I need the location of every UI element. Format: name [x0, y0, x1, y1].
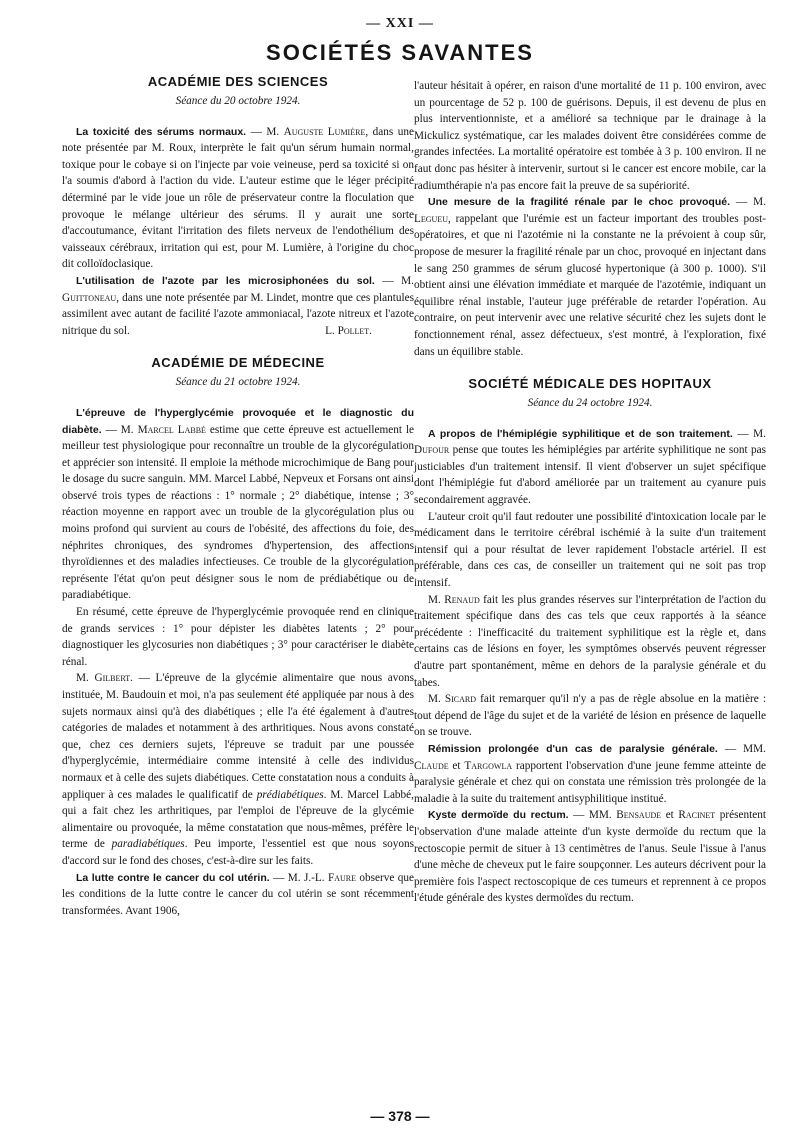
- article-toxicite-serums: La toxicité des sérums normaux. — M. Auguste Lumière, dans une note présentée par M. Roux, interprète le fait qu'un sérum humain normal, toxique pour le cobaye si on l'injecte par voie veineuse, perd sa toxicité si on l'a soumis d'abord à l'action du vide. L'auteur estime que le léger précipité déterminé par le vide joue un rôle de préservateur contre la floculation que provoque le mélange ultérieur des sérums. Il y aurait une sorte d'accoutumance, évitant l'irritation des filets nerveux de l'endothélium des vaisseaux cérébraux, irritation qui est, pour M. Lumière, à l'origine du choc dit colloïdoclasique.: [62, 125, 414, 271]
- article-cancer-col-uterin-continued: l'auteur hésitait à opérer, en raison d'une mortalité de 11 p. 100 environ, avec un pourcentage de 52 p. 100 de guérisons. Depuis, il est devenu de plus en plus interventionniste, et a amélioré sa technique par le drainage à la Mickulicz systématique, car les malades doivent être considérées comme de grandes infectées. La mortalité opératoire est tombée à 3 p. 100 environ. Il ne faut donc pas hésiter à intervenir, surtout si le cancer est encore mobile, car la radiumthérapie n'a pas encore fait la preuve de sa supériorité.: [414, 80, 766, 192]
- author-name: Racinet: [678, 809, 716, 822]
- article-renaud-reply: M. Renaud fait les plus grandes réserves sur l'interprétation de l'action du traitement spécifique dans des cas tels que ceux rapportés à la séance précédente : l'inefficacité du traitement syphilitique est la règle et, dans certains cas de lésions en foyer, les symptômes observés peuvent régresser d'autre part spontanément, même en dehors de la paralysie générale et du tabes.: [414, 593, 766, 689]
- author-name: Renaud: [444, 593, 480, 606]
- author-name: Legueu: [414, 212, 448, 225]
- author-name: Targowla: [464, 759, 513, 772]
- academie-sciences-heading: ACADÉMIE DES SCIENCES: [147, 74, 329, 89]
- author-name: Gilbert: [94, 672, 131, 685]
- author-name: J.-L. Faure: [303, 871, 356, 884]
- author-name: Dufour: [414, 444, 450, 457]
- article-hyperglycemie-resume: En résumé, cette épreuve de l'hyperglycémie provoquée rend en clinique de grands services : 1° pour dépister les diabètes latents ; 2° pour diagnostiquer les glycosuries non diabétiques ; 3° pour caractériser le diabète rénal.: [62, 606, 414, 668]
- author-name: Marcel Labbé: [137, 423, 206, 436]
- article-topic: L'épreuve de l'hyperglycémie provoquée et le diagnostic du diabète.: [62, 406, 414, 436]
- academie-medecine-heading: ACADÉMIE DE MÉDECINE: [151, 355, 325, 371]
- article-topic: L'utilisation de l'azote par les microsiphonées du sol.: [76, 274, 375, 287]
- article-topic: La lutte contre le cancer du col utérin.: [76, 871, 270, 884]
- author-name: Bensaude: [616, 809, 662, 822]
- author-name: Sicard: [444, 693, 477, 706]
- hopitaux-session-date: Séance du 24 octobre 1924.: [527, 397, 653, 410]
- article-hyperglycemie: L'épreuve de l'hyperglycémie provoquée et le diagnostic du diabète. — M. Marcel Labbé estime que cette épreuve est actuellement le meilleur test physiologique pour reconnaître un trouble de la glycorégulation et apprécier son intensité. Il emploie la méthode microchimique de Bang pour le dosage du sucre sanguin. MM. Marcel Labbé, Nepveux et Forsans ont ainsi observé trois types de réactions : 1° normale ; 2° diabétique, intense ; 3° réaction moyenne en rapport avec un trouble de la glycorégulation plus ou moins profond qui survient au cours de l'obésité, des affections du foie, des néphrites chroniques, des syndromes d'hypertension, des affections thyroïdiennes et des maladies infectieuses. Ce trouble de la glycorégulation représente l'état qu'on peut désigner sous le nom de prédiabétique ou de paradiabétique.: [62, 406, 414, 602]
- article-paralysie-generale: Rémission prolongée d'un cas de paralysie générale. — MM. Claude et Targowla rapportent l'observation d'une jeune femme atteinte de paralysie générale et chez qui on constata une rémission très prolongée de la maladie à la suite du traitement antisyphilitique institué.: [414, 742, 766, 805]
- article-hemiplegie-intoxication: L'auteur croit qu'il faut redouter une possibilité d'intoxication locale par le médicament dans le territoire cérébral ischémié à la suite d'un traitement intensif qui a pour résultat de lever rapidement l'obstacle artériel. Il est préférable, dans ces cas, de conseiller un traitement qui ne soit pas trop intensif.: [414, 510, 766, 590]
- right-column: [414, 74, 766, 907]
- article-topic: Rémission prolongée d'un cas de paralysie générale.: [428, 742, 718, 755]
- section-title: SOCIÉTÉS SAVANTES: [266, 40, 534, 65]
- author-name: Guittoneau: [62, 291, 117, 304]
- author-name: Auguste Lumière: [283, 125, 366, 138]
- author-name: Claude: [414, 759, 449, 772]
- article-fragilite-renale: Une mesure de la fragilité rénale par le choc provoqué. — M. Legueu, rappelant que l'urémie est un facteur important des troubles post-opératoires, et que ni l'azotémie ni la constante ne la prévoient à coup sûr, propose de mesurer la fragilité rénale par un choc, provoqué en injectant dans le sang 250 grammes de sérum glucosé hypertonique (à 300 p. 1000). S'il obtient ainsi une élévation immédiate et marquée de l'azotémie, indiquant un équilibre rénal instable, l'auteur juge préférable de retarder l'opération. Au contraire, on peut intervenir avec une relative sécurité chez les sujets dont le fonctionnement rénal, assez défectueux, s'est montré, à l'exploration, fixé dans un équilibre stable.: [414, 196, 767, 358]
- article-gilbert-reply: M. Gilbert. — L'épreuve de la glycémie alimentaire que nous avons instituée, M. Baudouin et moi, n'a pas seulement été appliquée par nous à des sujets normaux ainsi qu'à des diabétiques ; elle l'a été également à d'autres catégories de malades et notamment à des arthritiques. Nous avons constaté que, chez ces derniers sujets, l'épreuve se traduit par une poussée d'hyperglycémie, intermédiaire comme intensité à celle des individus normaux et à celle des sujets diabétiques. Cette constatation nous a conduits à appliquer à ces malades le qualificatif de prédiabétiques. M. Marcel Labbé, qui a fait chez les arthritiques, par l'emploi de l'épreuve de la glycémie alimentaire ou provoquée, la même constatation que nous-mêmes, préfère le terme de paradiabétiques. Peu importe, l'essentiel est que nous soyons d'accord sur le fond des choses, c'est-à-dire sur les faits.: [62, 672, 414, 867]
- signature: L. Pollet.: [325, 324, 372, 337]
- article-topic: Une mesure de la fragilité rénale par le choc provoqué.: [428, 196, 731, 209]
- article-topic: La toxicité des sérums normaux.: [76, 125, 247, 138]
- sciences-session-date: Séance du 20 octobre 1924.: [175, 95, 301, 107]
- article-topic: A propos de l'hémiplégie syphilitique et de son traitement.: [428, 427, 733, 440]
- left-column: [62, 74, 414, 919]
- article-kyste-dermoide: Kyste dermoïde du rectum. — MM. Bensaude et Racinet présentent l'observation d'une malade atteinte d'un kyste dermoïde du rectum que la rectoscopie permit de situer à 13 centimètres de l'anus. Seule l'issue à l'anus d'une mèche de cheveux put le faire soupçonner. Les auteurs décrivent pour la première fois l'aspect rectoscopique de ces tumeurs et reprennent à ce propos l'étude générale des kystes dermoïdes du rectum.: [414, 809, 766, 905]
- roman-page-number: — XXI —: [366, 16, 434, 31]
- medecine-session-date: Séance du 21 octobre 1924.: [175, 376, 301, 389]
- page-number: — 378 —: [370, 1108, 430, 1124]
- societe-hopitaux-heading: SOCIÉTÉ MÉDICALE DES HOPITAUX: [468, 376, 712, 392]
- article-hemiplegie-syphilitique: A propos de l'hémiplégie syphilitique et de son traitement. — M. Dufour pense que toutes les hémiplégies par artérite syphilitique ne sont pas justiciables d'un traitement intensif. Il vient d'observer un sujet spécifique dont l'hémiplégie fut d'abord améliorée par un traitement au cyanure puis secondairement aggravée.: [414, 427, 766, 507]
- article-cancer-col-uterin: La lutte contre le cancer du col utérin. — M. J.-L. Faure observe que les conditions de la lutte contre le cancer du col utérin se sont récemment transformées. Avant 1906,: [62, 871, 414, 917]
- article-topic: Kyste dermoïde du rectum.: [428, 809, 569, 822]
- article-sicard-reply: M. Sicard fait remarquer qu'il n'y a pas de règle absolue en la matière : tout dépend de l'âge du sujet et de la variété de lésion en présence de laquelle on se trouve.: [414, 693, 766, 739]
- article-azote-microsiphonees: L'utilisation de l'azote par les microsiphonées du sol. — M. Guittoneau, dans une note présentée par M. Lindet, montre que ces plantules assimilent avec autant de facilité l'azote ammoniacal, l'azote nitreux et l'azote nitrique du sol.: [62, 274, 414, 337]
